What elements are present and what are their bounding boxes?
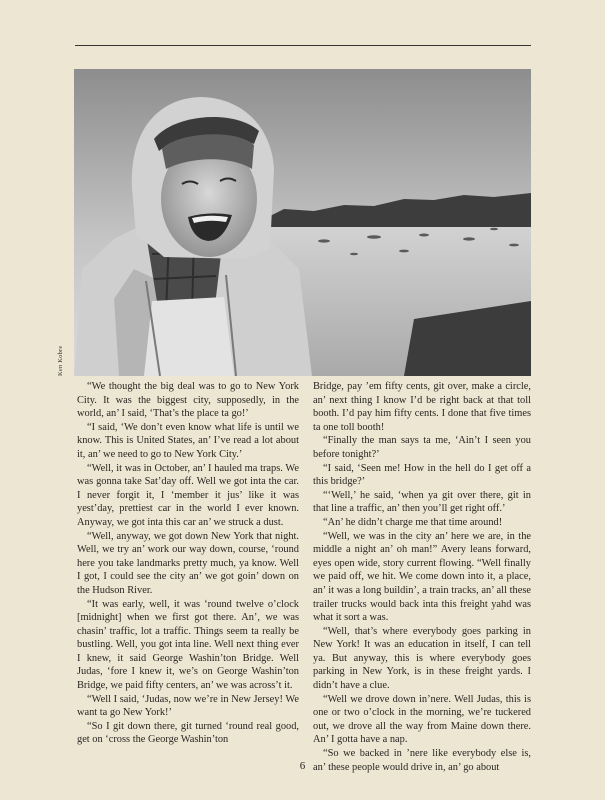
paragraph: “I said, ‘Seen me! How in the hell do I get off a this bridge?’: [313, 462, 531, 488]
paragraph: “Well, anyway, we got down New York that night. Well, we try an’ work our way down, course, ‘round here you take landmarks pretty much, ya know. Well I got, I could see the city an’ we got goin’ down on the Hudson River.: [77, 530, 299, 596]
paragraph: “An’ he didn’t charge me that time around!: [323, 516, 503, 528]
paragraph: “Well, it was in October, an’ I hauled ma traps. We was gonna take Sat’day off. Well we got inta the car. I never forgit it, I ‘member it jus’ like it was yest’day, prettiest car in the world I ever known. Anyway, we got inta this car an’ we struck a dust.: [77, 462, 299, 528]
right-column: [313, 380, 531, 774]
paragraph: “So we backed in ’nere like everybody else is, an’ these people would drive in, an’ go about: [313, 748, 531, 773]
paragraph: Bridge, pay ’em fifty cents, git over, make a circle, an’ next thing I know I’d be right back at that toll booth. I’d pay him fifty cents. I done that five times ta one toll booth!: [313, 381, 531, 433]
paragraph: “Well, we was in the city an’ here we are, in the middle a night an’ oh man!” Avery leans forward, eyes open wide, story current flowing. “Well finally we paid off, we hit. We come down into it, a place, an’ it was a long buildin’, a train tracks, an’ all these trailer trucks would back inta this freight yahd was what it sort a was.: [313, 530, 531, 624]
paragraph: “Well I said, ‘Judas, now we’re in New Jersey! We want ta go New York!’: [77, 693, 299, 719]
paragraph: “‘Well,’ he said, ‘when ya git over there, git in that line a traffic, an’ then you’ll get right off.’: [313, 489, 531, 515]
photo-credit: Ken Kobre: [57, 345, 64, 376]
paragraph: “Well we drove down in’nere. Well Judas, this is one or two o’clock in the morning, we’re tuckered out, we drove all the way from Maine down there. An’ I gotta have a nap.: [313, 693, 531, 746]
fisherman-photo: [74, 69, 531, 376]
paragraph: “I said, ‘We don’t even know what life is until we know. This is United States, an’ I’ve read a lot about it, an’ we need to go to New York City.’: [77, 421, 299, 460]
paragraph: “Well, that’s where everybody goes parking in New York! It was an education in itself, I can tell ya. But anyway, this is where everybody goes parking in New York, is in these freight yards. I didn’t have a clue.: [313, 625, 531, 692]
paragraph: “Finally the man says ta me, ‘Ain’t I seen you before tonight?’: [313, 435, 531, 460]
left-column: [77, 380, 299, 747]
paragraph: “It was early, well, it was ‘round twelve o’clock [midnight] when we first got there. An’, we was chasin’ traffic, lot a traffic. Things seem ta really be bustling. Well, you got inta line. Well next thing ever I knew, it said George Washin’ton Bridge. Well Judas, ‘fore I knew it, we’s on George Washin’ton Bridge, we paid fifty centers, an’ we was across’t it.: [77, 598, 299, 692]
page-number: 6: [299, 760, 306, 772]
paragraph: “We thought the big deal was to go to New York City. It was the biggest city, supposedly, in the world, an’ I said, ‘That’s the place ta go!’: [77, 381, 299, 420]
header-rule: [75, 45, 531, 46]
paragraph: “So I git down there, git turned ‘round real good, get on ‘cross the George Washin’ton: [77, 720, 299, 746]
